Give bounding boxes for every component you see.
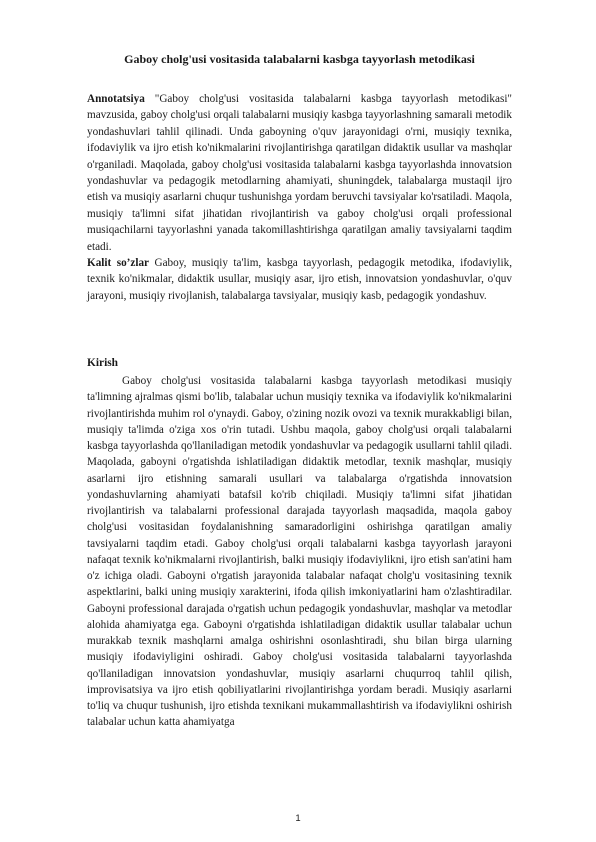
abstract-text: "Gaboy cholg'usi vositasida talabalarni kasbga tayyorlash metodikasi" mavzusida, gaboy cholg'usi orqali talabalarni musiqiy kasbga tayyorlashning samarali metodik yondashuvlari tahlil qilinadi. Unda gaboyning o'quv jarayonidagi o'rni, musiqiy texnika, ifodaviylik va ijro etish ko'nikmalarini rivojlantirishga qaratilgan didaktik usullar va mashqlar o'rganiladi. Maqolada, gaboy cholg'usi vositasida talabalarni kasbga tayyorlashda innovatsion yondashuvlar va pedagogik metodlarning ahamiyati, shuningdek, talabalarga mustaqil ijro etish va musiqiy asarlarni chuqur tushunishga yordam beruvchi tavsiyalar ko'rsatiladi. Maqola, musiqiy ta'limni sifat jihatidan rivojlantirish va gaboy cholg'usi orqali professional musiqachilarni tayyorlashni yanada takomillashtirishga qaratilgan amaliy tavsiyalarni taqdim etadi.: [87, 93, 512, 253]
intro-heading: Kirish: [87, 357, 119, 369]
page-number: 1: [295, 813, 301, 824]
intro-paragraph: Gaboy cholg'usi vositasida talabalarni kasbga tayyorlash metodikasi musiqiy ta'limning ajralmas qismi bo'lib, talabalar uchun musiqiy texnika va ifodaviylik ko'nikmalarini rivojlantirishda muhim rol o'ynaydi. Gaboy, o'zining nozik ovozi va texnik murakkabligi bilan, musiqiy ta'limda o'ziga xos o'rin tutadi. Ushbu maqola, gaboy cholg'usi orqali talabalarni kasbga tayyorlashda qo'llaniladigan metodik yondashuvlar va pedagogik usullarni tahlil qiladi. Maqolada, gaboyni o'rgatishda ishlatiladigan didaktik metodlar, texnik mashqlar, musiqiy asarlarni ijro etishning samarali usullari va talabalarga o'rgatishda innovatsion yondashuvlarning ahamiyati batafsil ko'rib chiqiladi. Musiqiy ta'limni sifat jihatidan rivojlantirish va talabalarni professional darajada tayyorlash maqsadida, maqola gaboy cholg'usi vositasidan foydalanishning samaradorligini oshirishga qaratilgan amaliy tavsiyalarni taqdim etadi. Gaboy cholg'usi orqali talabalarni kasbga tayyorlash jarayoni nafaqat texnik ko'nikmalarni rivojlantirish, balki musiqiy ifodaviylikni, ijro etish san'atini ham o'z ichiga oladi. Gaboyni o'rgatish jarayonida talabalar nafaqat cholg'u vositasining texnik aspektlarini, balki uning musiqiy xarakterini, ifoda qilish imkoniyatlarini ham o'zlashtiradilar. Gaboyni professional darajada o'rgatish uchun pedagogik yondashuvlar, mashqlar va metodlar alohida ahamiyatga ega. Gaboyni o'rgatishda ishlatiladigan didaktik usullar talabalar uchun murakkab texnik mashqlarni amalga oshirishni osonlashtiradi, shu bilan birga ularning musiqiy ifodaviyligini oshiradi. Gaboy cholg'usi vositasida talabalarni tayyorlashda qo'llaniladigan innovatsion yondashuvlar, musiqiy asarlarni chuqurroq tahlil qilish, improvisatsiya va ijro etish qobiliyatlarini rivojlantirishga yordam beradi. Musiqiy asarlarni to'liq va chuqur tushunish, ijro etishda texnikani mukammallashtirish va ifodaviylikni oshirish talabalar uchun katta ahamiyatga: [87, 375, 512, 729]
keywords-text: Gaboy, musiqiy ta'lim, kasbga tayyorlash, pedagogik metodika, ifodaviylik, texnik ko'nikmalar, didaktik usullar, musiqiy asar, ijro etish, innovatsion yondashuvlar, o'quv jarayoni, musiqiy rivojlanish, talabalarga tavsiyalar, musiqiy kasb, pedagogik yondashuv.: [87, 257, 513, 302]
keywords-paragraph: [87, 255, 512, 304]
abstract-paragraph: [87, 91, 512, 255]
document-title: Gaboy cholg'usi vositasida talabalarni kasbga tayyorlash metodikasi: [124, 52, 475, 66]
keywords-label: Kalit so’zlar: [87, 257, 150, 269]
abstract-label: Annotatsiya: [87, 93, 145, 105]
